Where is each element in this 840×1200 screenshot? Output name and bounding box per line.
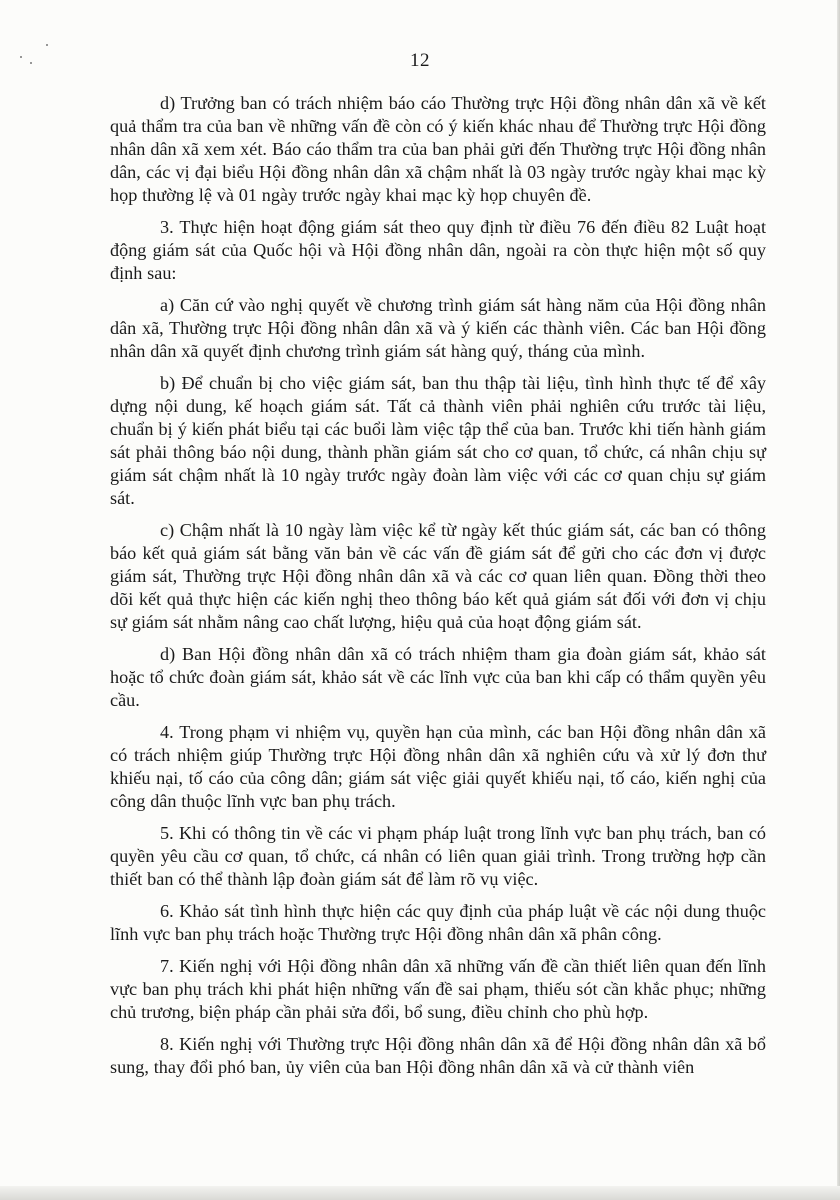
paragraph-2d-report: d) Trưởng ban có trách nhiệm báo cáo Thường trực Hội đồng nhân dân xã về kết quả thẩm tra của ban về những vấn đề còn có ý kiến khác nhau để Thường trực Hội đồng nhân dân xã xem xét. Báo cáo thẩm tra của ban phải gửi đến Thường trực Hội đồng nhân dân, các vị đại biểu Hội đồng nhân dân xã chậm nhất là 03 ngày trước ngày khai mạc kỳ họp thường lệ và 01 ngày trước ngày khai mạc kỳ họp chuyên đề. <box>110 93 766 205</box>
paragraph-7-recommendations: 7. Kiến nghị với Hội đồng nhân dân xã những vấn đề cần thiết liên quan đến lĩnh vực ban phụ trách khi phát hiện những vấn đề sai phạm, thiếu sót cần khắc phục; những chủ trương, biện pháp cần phải sửa đổi, bổ sung, điều chỉnh cho phù hợp. <box>110 956 766 1022</box>
paragraph-8-membership: 8. Kiến nghị với Thường trực Hội đồng nhân dân xã để Hội đồng nhân dân xã bổ sung, thay đổi phó ban, ủy viên của ban Hội đồng nhân dân xã và cử thành viên <box>110 1034 766 1077</box>
page-bottom-shadow <box>0 1186 840 1200</box>
document-body <box>110 92 766 1088</box>
paragraph-3c-results: c) Chậm nhất là 10 ngày làm việc kể từ ngày kết thúc giám sát, các ban có thông báo kết quả giám sát bằng văn bản về các vấn đề giám sát để gửi cho các đơn vị được giám sát, Thường trực Hội đồng nhân dân xã và các cơ quan liên quan. Đồng thời theo dõi kết quả thực hiện các kiến nghị theo thông báo kết quả giám sát đối với đơn vị chịu sự giám sát nhằm nâng cao chất lượng, hiệu quả của hoạt động giám sát. <box>110 520 766 632</box>
scan-speck <box>46 44 48 46</box>
paragraph-3d-participation: d) Ban Hội đồng nhân dân xã có trách nhiệm tham gia đoàn giám sát, khảo sát hoặc tổ chức đoàn giám sát, khảo sát về các lĩnh vực của ban khi cấp có thẩm quyền yêu cầu. <box>110 644 766 710</box>
paragraph-3a-program: a) Căn cứ vào nghị quyết về chương trình giám sát hàng năm của Hội đồng nhân dân xã, Thường trực Hội đồng nhân dân xã và ý kiến các thành viên. Các ban Hội đồng nhân dân xã quyết định chương trình giám sát hàng quý, tháng của mình. <box>110 295 766 361</box>
paragraph-6-survey: 6. Khảo sát tình hình thực hiện các quy định của pháp luật về các nội dung thuộc lĩnh vực ban phụ trách hoặc Thường trực Hội đồng nhân dân xã phân công. <box>110 901 766 944</box>
page-number: 12 <box>410 50 430 71</box>
paragraph-4-complaints: 4. Trong phạm vi nhiệm vụ, quyền hạn của mình, các ban Hội đồng nhân dân xã có trách nhiệm giúp Thường trực Hội đồng nhân dân xã nghiên cứu và xử lý đơn thư khiếu nại, tố cáo của công dân; giám sát việc giải quyết khiếu nại, tố cáo, kiến nghị của công dân thuộc lĩnh vực ban phụ trách. <box>110 722 766 811</box>
paragraph-5-violations: 5. Khi có thông tin về các vi phạm pháp luật trong lĩnh vực ban phụ trách, ban có quyền yêu cầu cơ quan, tổ chức, cá nhân có liên quan giải trình. Trong trường hợp cần thiết ban có thể thành lập đoàn giám sát để làm rõ vụ việc. <box>110 823 766 889</box>
paragraph-3-supervision: 3. Thực hiện hoạt động giám sát theo quy định từ điều 76 đến điều 82 Luật hoạt động giám sát của Quốc hội và Hội đồng nhân dân, ngoài ra còn thực hiện một số quy định sau: <box>110 217 766 283</box>
paragraph-3b-preparation: b) Để chuẩn bị cho việc giám sát, ban thu thập tài liệu, tình hình thực tế để xây dựng nội dung, kế hoạch giám sát. Tất cả thành viên phải nghiên cứu trước tài liệu, chuẩn bị ý kiến phát biểu tại các buổi làm việc tập thể của ban. Trước khi tiến hành giám sát phải thông báo nội dung, thành phần giám sát cho cơ quan, tổ chức, cá nhân chịu sự giám sát chậm nhất là 10 ngày trước ngày đoàn làm việc với các cơ quan chịu sự giám sát. <box>110 373 766 508</box>
